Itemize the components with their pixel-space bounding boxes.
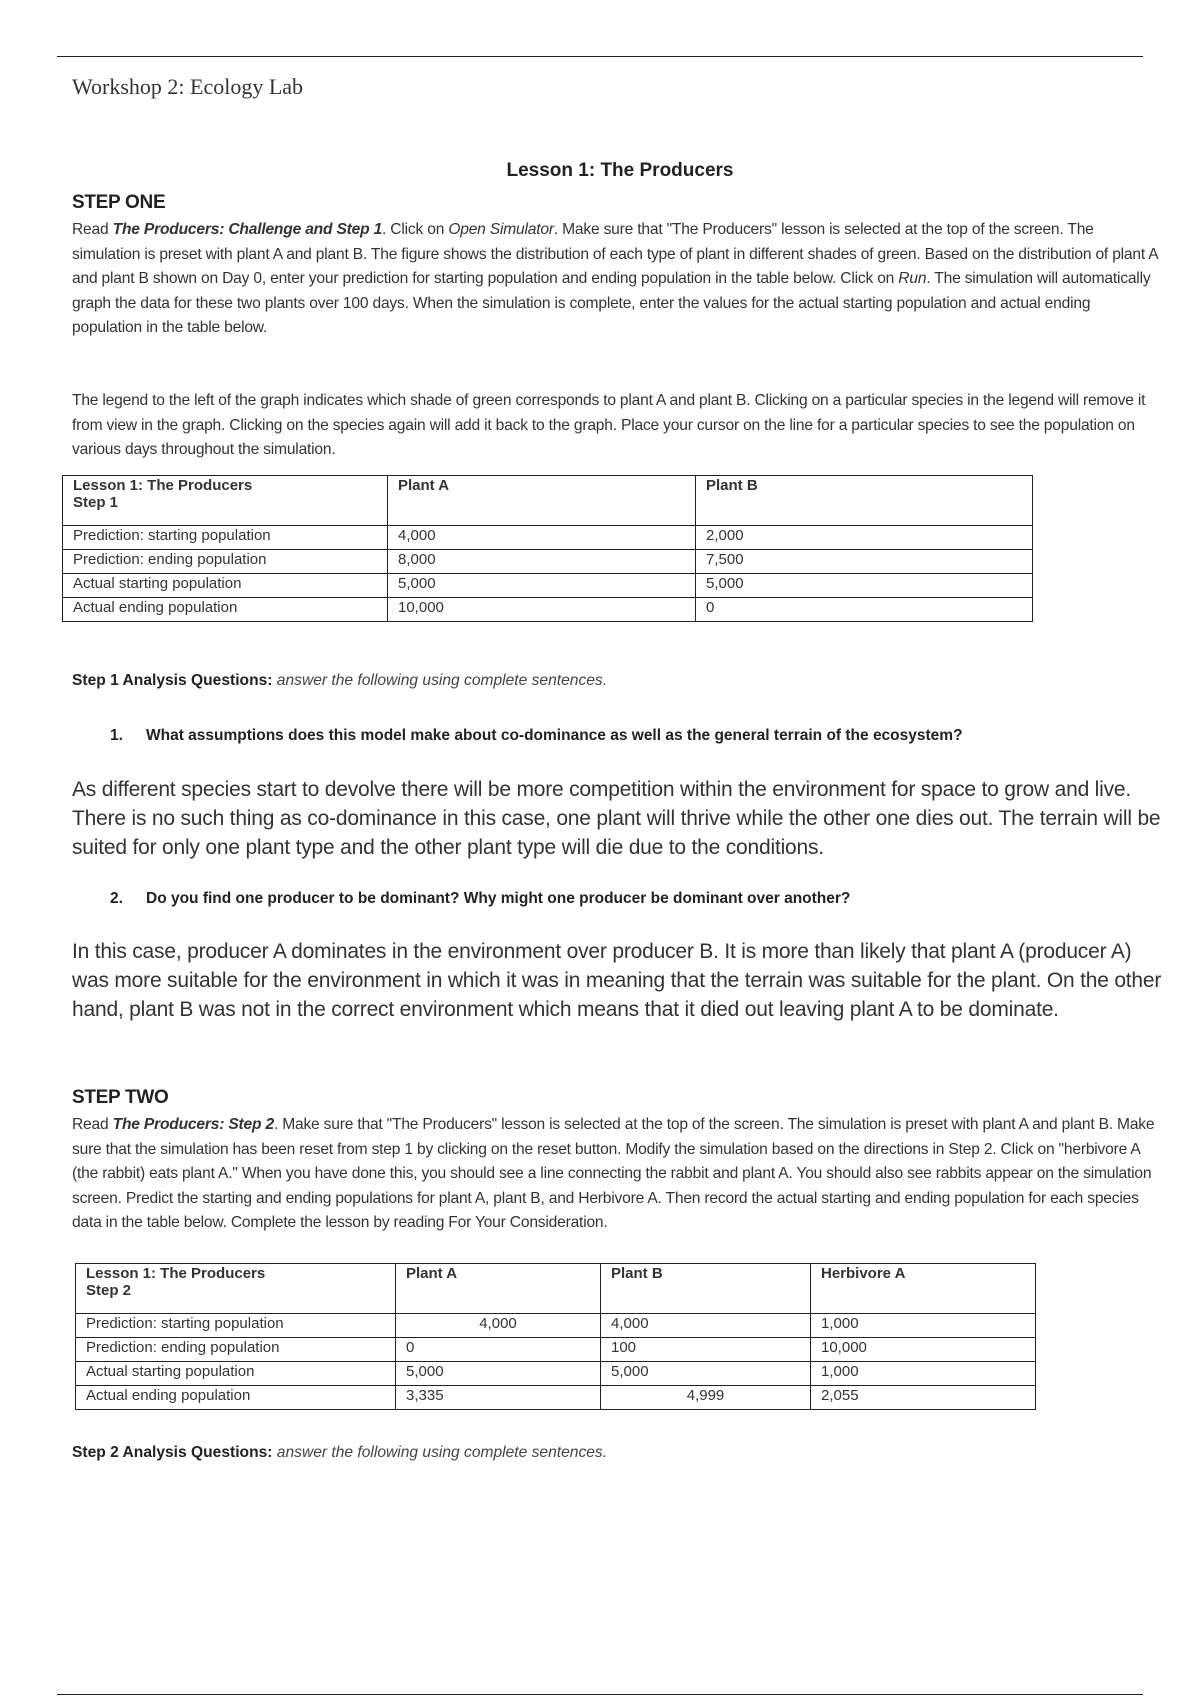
cell: Prediction: ending population (76, 1338, 396, 1362)
cell: 8,000 (388, 550, 696, 574)
table-header: Plant A (388, 476, 696, 526)
legend-instructions: The legend to the left of the graph indicates which shade of green corresponds to plant A and plant B. Clicking on a particular species in the legend will remove it from view in the graph. Clicking on the species again will add it back to the graph. Place your cursor on the line for a particular species to see the population on various days throughout the simulation. (72, 392, 1146, 458)
cell: 5,000 (601, 1362, 811, 1386)
cell: 4,999 (601, 1386, 811, 1410)
step-one-heading: STEP ONE (72, 192, 166, 213)
cell: Prediction: starting population (63, 526, 388, 550)
top-rule (57, 56, 1143, 57)
text: Open Simulator (448, 221, 554, 238)
step-two-analysis-heading (72, 1444, 607, 1462)
cell: Prediction: starting population (76, 1314, 396, 1338)
cell: 4,000 (388, 526, 696, 550)
text: Run (898, 270, 927, 287)
cell: 5,000 (388, 574, 696, 598)
table-row (63, 550, 1033, 574)
table-row (63, 598, 1033, 622)
table-header: Plant A (396, 1264, 601, 1314)
text: . The simulation will automatically graph the data for these two plants over 100 days. When the simulation is complete, enter the values for the actual starting population and actual ending population in the table below. (72, 270, 1151, 336)
text: . Make sure that "The Producers" lesson is selected at the top of the screen. The simulation is preset with plant A and plant B. Make sure that the simulation has been reset from step 1 by clicking on the reset button. Modify the simulation based on the directions in Step 2. Click on "herbivore A (the rabbit) eats plant A." When you have done this, you should see a line connecting the rabbit and plant A. You should also see rabbits appear on the simulation screen. Predict the starting and ending populations for plant A, plant B, and Herbivore A. Then record the actual starting and ending population for each species data in the table below. Complete the lesson by reading For Your Consideration. (72, 1116, 1155, 1231)
text: Do you find one producer to be dominant? Why might one producer be dominant over another? (146, 890, 851, 907)
cell: 0 (696, 598, 1033, 622)
question-2 (110, 890, 850, 908)
table-row (63, 574, 1033, 598)
cell: Actual starting population (76, 1362, 396, 1386)
table-row (76, 1338, 1036, 1362)
cell: 0 (396, 1338, 601, 1362)
cell: 1,000 (811, 1314, 1036, 1338)
cell: 3,335 (396, 1386, 601, 1410)
table-row (76, 1386, 1036, 1410)
cell: 10,000 (388, 598, 696, 622)
text: The Producers: Challenge and Step 1 (112, 221, 383, 238)
cell: 100 (601, 1338, 811, 1362)
text: 1. (110, 727, 123, 744)
cell: 7,500 (696, 550, 1033, 574)
text: What assumptions does this model make about co-dominance as well as the general terrain of the ecosystem? (146, 727, 963, 744)
text: Read (72, 1116, 113, 1133)
table-row (63, 526, 1033, 550)
text: Step 1 (73, 494, 119, 511)
text: Lesson 1: The Producers (73, 477, 253, 494)
header-title: Workshop 2: Ecology Lab (72, 74, 304, 99)
cell: 4,000 (601, 1314, 811, 1338)
text: answer the following using complete sentences. (272, 1444, 608, 1461)
text: answer the following using complete sentences. (272, 672, 608, 689)
text: . Make sure that "The Producers" lesson is selected at the top of the screen. The simulation is preset with plant A and plant B. The figure shows the distribution of each type of plant in different shades of green. Based on the distribution of plant A and plant B shown on Day 0, enter your prediction for starting population and ending population in the table below. Click on (72, 221, 1158, 287)
cell: Prediction: ending population (63, 550, 388, 574)
text: . Click on (382, 221, 449, 238)
text: Read (72, 221, 113, 238)
step-two-heading: STEP TWO (72, 1087, 169, 1108)
question-1 (110, 727, 963, 745)
answer-2: In this case, producer A dominates in the environment over producer B. It is more than likely that plant A (producer A) was more suitable for the environment in which it was in meaning that the terrain was suitable for the plant. On the other hand, plant B was not in the correct environment which means that it died out leaving plant A to be dominate. (72, 940, 1162, 1021)
step-one-analysis-heading (72, 672, 607, 690)
step-one-table (62, 475, 1033, 622)
cell: 1,000 (811, 1362, 1036, 1386)
cell: 4,000 (396, 1314, 601, 1338)
text: The Producers: Step 2 (112, 1116, 274, 1133)
text: 2. (110, 890, 123, 907)
table-row (76, 1362, 1036, 1386)
lesson-title: Lesson 1: The Producers (506, 160, 734, 181)
table-row (76, 1314, 1036, 1338)
answer-1: As different species start to devolve there will be more competition within the environment for space to grow and live. There is no such thing as co-dominance in this case, one plant will thrive while the other one dies out. The terrain will be suited for only one plant type and the other plant type will die due to the conditions. (72, 778, 1161, 859)
step-two-instructions (72, 1113, 1162, 1236)
bottom-rule (57, 1694, 1143, 1695)
cell: 10,000 (811, 1338, 1036, 1362)
text: Step 2 Analysis Questions: (72, 1444, 273, 1461)
cell: 5,000 (696, 574, 1033, 598)
step-two-table (75, 1263, 1036, 1410)
cell: 5,000 (396, 1362, 601, 1386)
table-header: Plant B (601, 1264, 811, 1314)
cell: Actual ending population (76, 1386, 396, 1410)
cell: Actual starting population (63, 574, 388, 598)
table-header (63, 476, 388, 526)
table-header: Plant B (696, 476, 1033, 526)
step-one-instructions (72, 218, 1162, 341)
text: Step 2 (86, 1282, 132, 1299)
table-header: Herbivore A (811, 1264, 1036, 1314)
cell: 2,055 (811, 1386, 1036, 1410)
cell: Actual ending population (63, 598, 388, 622)
cell: 2,000 (696, 526, 1033, 550)
text: Step 1 Analysis Questions: (72, 672, 273, 689)
table-header (76, 1264, 396, 1314)
text: Lesson 1: The Producers (86, 1265, 266, 1282)
